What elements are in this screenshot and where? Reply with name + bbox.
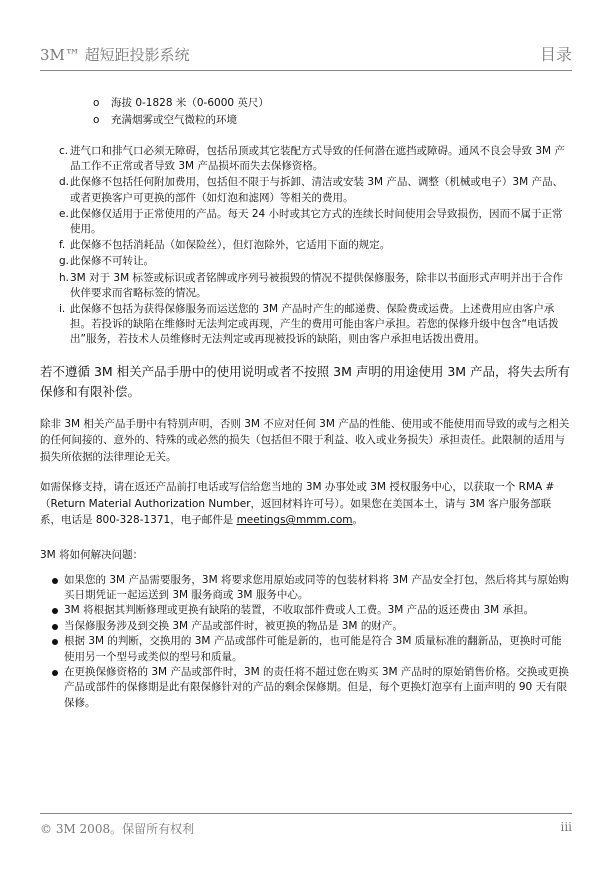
list-item-text: 此保修仅适用于正常使用的产品。每天 24 小时或其它方式的连续长时间使用会导致损伤，因而不属于正常使用。	[70, 207, 563, 236]
list-item-text: 此保修不包括消耗品（如保险丝），但灯泡除外，它适用下面的规定。	[70, 239, 391, 252]
list-item	[93, 95, 572, 112]
liability-paragraph: 除非 3M 相关产品手册中有特别声明，否则 3M 不应对任何 3M 产品的性能、使用或不能使用而导致的或与之相关的任何间接的、意外的、特殊的或必然的损失（包括但不限于利益、收入或业务损失）承担责任。此限制的适用与损失所依据的法律理论无关。	[40, 417, 570, 463]
list-item-text: 3M 将根据其判断修理或更换有缺陷的装置，不收取部件费或人工费。3M 产品的返还费由 3M 承担。	[64, 604, 535, 617]
page-header	[40, 40, 572, 71]
support-text: 如需保修支持，请在返还产品前打电话或写信给您当地的 3M 办事处或 3M 授权服务中心，以获取一个 RMA #（Return Material Authorization Number，返回材料许可号）。如果您在美国本土，请与 3M 客户服务部联系，电话是 800-328-1371，电子邮件是	[40, 481, 555, 527]
warranty-warning: 若不遵循 3M 相关产品手册中的使用说明或者不按照 3M 声明的用途使用 3M 产品，将失去所有保修和有限补偿。	[40, 363, 571, 399]
list-item-text: 进气口和排气口必须无障碍，包括吊顶或其它装配方式导致的任何潜在遮挡或障碍。通风不良会导致 3M 产品工作不正常或者导致 3M 产品损坏而失去保修资格。	[70, 145, 565, 173]
list-item	[52, 619, 572, 634]
list-item	[93, 112, 572, 129]
list-letter: d.	[59, 176, 70, 189]
document-title: 3M™ 超短距投影系统	[40, 46, 190, 64]
list-item	[60, 254, 572, 269]
list-letter: c.	[59, 145, 69, 157]
list-item	[52, 573, 572, 604]
list-item-text: 此保修不包括任何附加费用，包括但不限于与拆卸、清洁或安装 3M 产品、调整（机械或电子）3M 产品、或者更换客户可更换的部件（如灯泡和滤网）等相关的费用。	[70, 176, 563, 204]
list-item-text: 如果您的 3M 产品需要服务，3M 将要求您用原始或同等的包装材料将 3M 产品安全打包，然后将其与原始购买日期凭证一起运送到 3M 服务商或 3M 服务中心。	[64, 573, 569, 602]
list-item-text: 充满烟雾或空气微粒的环境	[111, 114, 237, 126]
list-letter: f.	[59, 239, 66, 252]
list-item	[60, 238, 572, 253]
list-item	[52, 603, 572, 618]
bullet-icon	[52, 624, 58, 630]
list-item	[60, 175, 572, 205]
support-end: 。	[352, 514, 363, 527]
list-item	[60, 271, 572, 301]
page-footer	[40, 813, 572, 838]
page-content	[40, 95, 572, 711]
list-letter: g.	[59, 255, 70, 268]
bullet-icon	[52, 578, 58, 584]
list-item-text: 此保修不可转让。	[70, 255, 154, 268]
support-paragraph	[40, 479, 572, 529]
list-item	[52, 665, 572, 711]
bullet-icon	[52, 670, 58, 676]
toc-link[interactable]: 目录	[539, 45, 572, 64]
list-item	[60, 302, 572, 348]
list-letter: h.	[59, 271, 69, 284]
list-item	[52, 634, 572, 665]
bullet-icon	[52, 639, 58, 645]
list-item-text: 在更换保修资格的 3M 产品或部件时，3M 的责任将不超过您在购买 3M 产品时的原始销售价格。交换或更换产品或部件的保修期是此有限保修针对的产品的剩余保修期。但是，每个更换灯泡享有上面声明的 90 天有限保修。	[64, 666, 569, 709]
list-item	[60, 207, 572, 237]
support-email-link[interactable]: meetings@mmm.com	[236, 514, 353, 527]
list-marker: o	[93, 97, 100, 109]
list-item-text: 当保修服务涉及到交换 3M 产品或部件时，被更换的物品是 3M 的财产。	[64, 619, 403, 632]
page-number: iii	[560, 820, 572, 834]
list-letter: e.	[59, 207, 69, 220]
copyright-text: © 3M 2008。保留所有权利	[40, 822, 195, 836]
list-item	[60, 144, 572, 174]
resolve-bullet-list	[52, 573, 572, 712]
list-item-text: 3M 对于 3M 标签或标识或者铭牌或序列号被损毁的情况不提供保修服务，除非以书面形式声明并出于合作伙伴要求而省略标签的情况。	[70, 271, 563, 299]
warranty-conditions-list	[60, 144, 572, 348]
list-item-text: 此保修不包括为获得保修服务而运送您的 3M 产品时产生的邮递费、保险费或运费。上述费用应由客户承担。若投诉的缺陷在维修时无法判定或再现，产生的费用可能由客户承担。若您的保修升级中包含“电话拨出”服务，若技术人员维修时无法判定或再现被投诉的缺陷，则由客户承担电话拨出费用。	[70, 303, 559, 346]
list-item-text: 根据 3M 的判断，交换用的 3M 产品或部件可能是新的，也可能是符合 3M 质量标准的翻新品，更换时可能使用另一个型号或类似的型号和质量。	[64, 635, 562, 663]
list-letter: i.	[59, 303, 66, 316]
bullet-icon	[52, 608, 58, 614]
list-item-text: 海拔 0-1828 米（0-6000 英尺）	[111, 97, 269, 109]
resolve-heading: 3M 将如何解决问题：	[40, 548, 144, 561]
environment-sub-list	[93, 95, 572, 129]
list-marker: o	[93, 114, 100, 126]
